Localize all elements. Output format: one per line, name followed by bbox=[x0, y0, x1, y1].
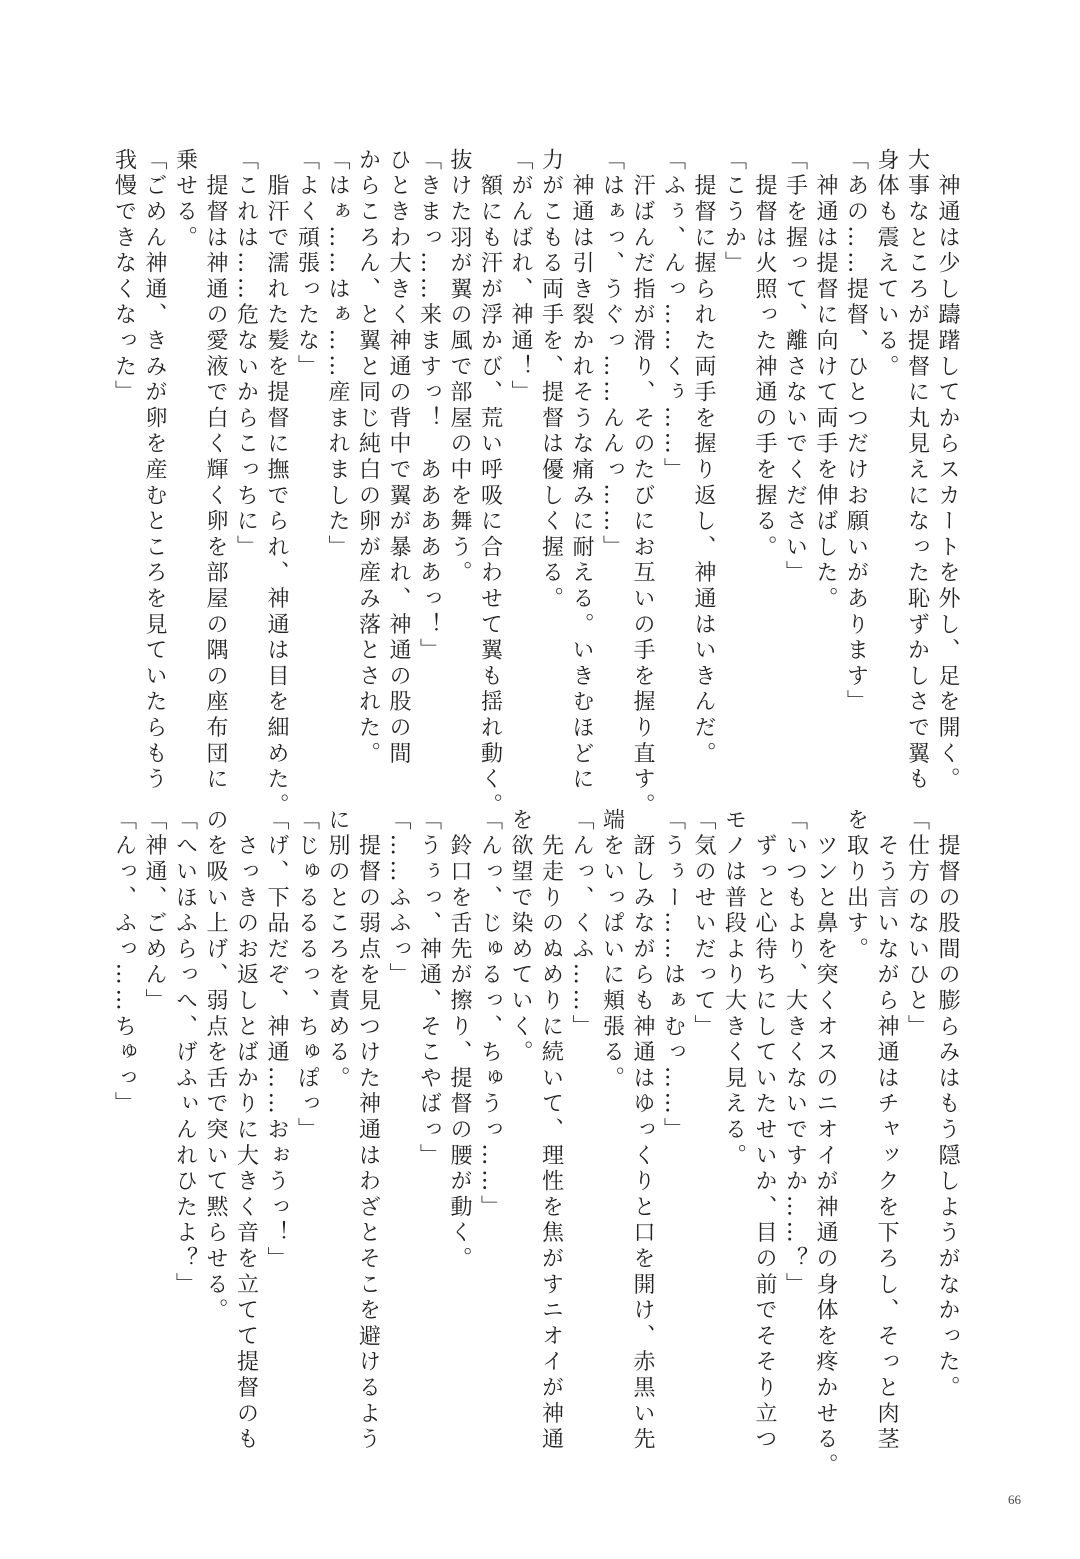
text-line: 提督に握られた両手を握り返し、神通はいきんだ。 bbox=[691, 148, 716, 768]
text-line: 脂汗で濡れた髪を提督に撫でられ、神通は目を細めた。 bbox=[264, 148, 289, 819]
text-line: 身体も震えている。 bbox=[874, 148, 899, 381]
text-line: 力がこもる両手を、提督は優しく握る。 bbox=[538, 148, 564, 613]
text-line: 我慢できなくなった」 bbox=[111, 148, 137, 406]
text-line: 「よく頑張ったな」 bbox=[294, 148, 320, 381]
text-line: 「これは……危ないからこっちに」 bbox=[233, 148, 259, 561]
text-line: を欲望で染めていく。 bbox=[508, 808, 533, 1066]
text-line: 「ふぅ、んっ……くぅ……」 bbox=[660, 148, 686, 484]
text-line: 「手を握って、離さないでください」 bbox=[782, 148, 808, 587]
text-line: 額にも汗が浮かび、荒い呼吸に合わせて翼も揺れ動く。 bbox=[477, 148, 503, 819]
text-line: 「ごめん神通、きみが卵を産むところを見ていたらもう bbox=[142, 148, 167, 793]
text-line: モノは普段より大きく見える。 bbox=[721, 808, 747, 1170]
text-line: に別のところを責める。 bbox=[325, 808, 350, 1092]
text-line: 「うぅー……はぁむっ……」 bbox=[660, 808, 686, 1144]
text-line: を取り出す。 bbox=[843, 808, 869, 963]
text-line: 「んっ、じゅるっ、ちゅうっ……」 bbox=[477, 808, 503, 1221]
text-line: 「こうか」 bbox=[721, 148, 747, 277]
text-line: 大事なところが提督に丸見えになった恥ずかしさで翼も bbox=[904, 148, 930, 793]
text-line: 「神通、ごめん」 bbox=[142, 808, 167, 1015]
text-line: 「はぁ……はぁ……産まれました」 bbox=[325, 148, 350, 561]
text-line: 訝しみながらも神通はゆっくりと口を開け、赤黒い先 bbox=[630, 808, 655, 1453]
text-line: 提督は神通の愛液で白く輝く卵を部屋の隅の座布団に bbox=[203, 148, 228, 793]
text-line: 「いつもより、大きくないですか……？」 bbox=[782, 808, 808, 1299]
text-line: 端をいっぱいに頬張る。 bbox=[599, 808, 625, 1092]
text-line: ツンと鼻を突くオスのニオイが神通の身体を疼かせる。 bbox=[813, 808, 838, 1479]
text-line: 「はぁっ、うぐっ……んんっ……」 bbox=[599, 148, 625, 561]
text-line: 「あの……提督、ひとつだけお願いがあります」 bbox=[843, 148, 869, 716]
bottom-text-block bbox=[108, 808, 962, 1479]
page-number: 66 bbox=[1008, 1492, 1021, 1507]
text-line: 「気のせいだって」 bbox=[691, 808, 716, 1041]
text-line: そう言いながら神通はチャックを下ろし、そっと肉茎 bbox=[874, 808, 899, 1453]
text-line: 鈴口を舌先が擦り、提督の腰が動く。 bbox=[447, 808, 472, 1273]
text-line: ひときわ大きく神通の背中で翼が暴れ、神通の股の間 bbox=[386, 148, 411, 768]
text-line: 「へいほふらっへ、げふぃんれひたよ？」 bbox=[172, 808, 198, 1299]
text-line: 先走りのぬめりに続いて、理性を焦がすニオイが神通 bbox=[538, 808, 564, 1453]
text-line: 乗せる。 bbox=[172, 148, 198, 252]
text-line: 抜けた羽が翼の風で部屋の中を舞う。 bbox=[447, 148, 472, 587]
text-line: 「うぅっ、神通、そこやばっ」 bbox=[416, 808, 442, 1170]
text-line: 「仕方のないひと」 bbox=[904, 808, 930, 1041]
text-line: 「じゅるるるっ、ちゅぽっ」 bbox=[294, 808, 320, 1144]
text-line: 提督の股間の膨らみはもう隠しようがなかった。 bbox=[935, 808, 960, 1402]
text-line: 「んっ、ふっ……ちゅっ」 bbox=[111, 808, 137, 1118]
text-line: からころん、と翼と同じ純白の卵が産み落とされた。 bbox=[355, 148, 381, 768]
text-line: 神通は提督に向けて両手を伸ばした。 bbox=[813, 148, 838, 613]
text-line: 「きまっ……来ますっ！ あああああっ！」 bbox=[416, 148, 442, 664]
text-line: ずっと心待ちにしていたせいか、目の前でそそり立つ bbox=[752, 808, 777, 1453]
text-line: 「がんばれ、神通！」 bbox=[508, 148, 533, 406]
text-line: 「げ、下品だぞ、神通……おぉうっ！」 bbox=[264, 808, 289, 1273]
text-line: 汗ばんだ指が滑り、そのたびにお互いの手を握り直す。 bbox=[630, 148, 655, 819]
text-line: さっきのお返しとばかりに大きく音を立てて提督のも bbox=[233, 808, 259, 1453]
text-line: 神通は少し躊躇してからスカートを外し、足を開く。 bbox=[935, 148, 960, 793]
text-line: 提督の弱点を見つけた神通はわざとそこを避けるよう bbox=[355, 808, 381, 1453]
text-line: 神通は引き裂かれそうな痛みに耐える。いきむほどに bbox=[569, 148, 594, 793]
text-line: のを吸い上げ、弱点を舌で突いて黙らせる。 bbox=[203, 808, 228, 1324]
text-line: 「んっ、くふ……」 bbox=[569, 808, 594, 1041]
top-text-block bbox=[108, 148, 962, 819]
text-line: 「……ふふっ」 bbox=[386, 808, 411, 989]
text-line: 提督は火照った神通の手を握る。 bbox=[752, 148, 777, 561]
